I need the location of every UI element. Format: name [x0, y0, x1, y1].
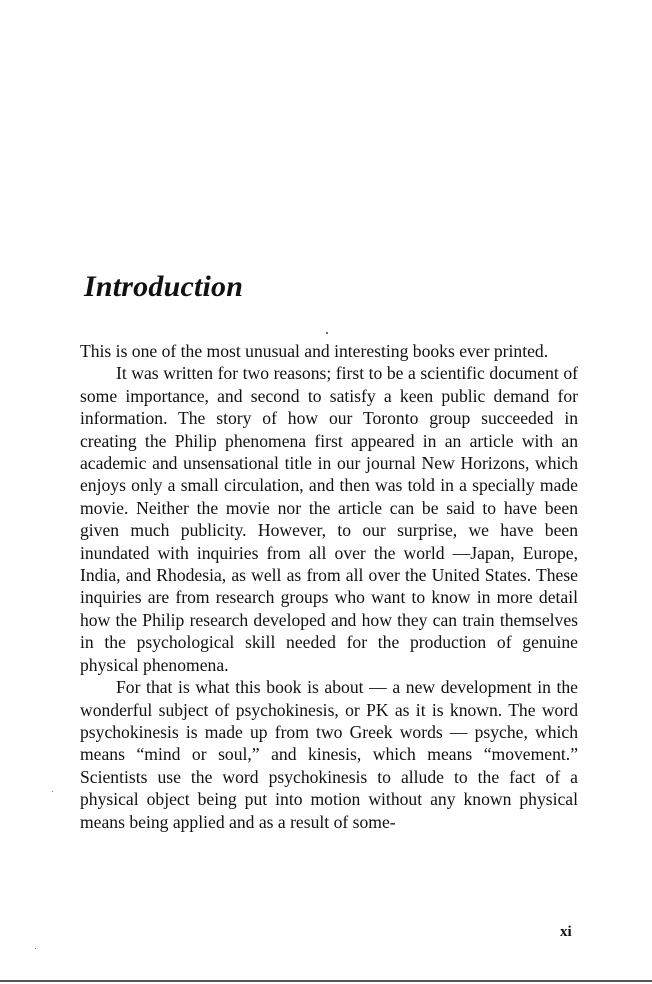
- scan-speck: [35, 948, 36, 949]
- chapter-title: Introduction: [84, 270, 244, 303]
- scan-speck: [52, 791, 53, 792]
- page-bottom-edge: [0, 980, 652, 982]
- body-text: [80, 340, 578, 833]
- paragraph-2: It was written for two reasons; first to be a scientific document of some importance, and second to satisfy a keen public demand for information. The story of how our Toronto group succeeded in creating the Philip phenomena first appeared in an article with an academic and unsensational title in our journal New Horizons, which enjoys only a small circulation, and then was told in a specially made movie. Neither the movie nor the article can be said to have been given much publicity. However, to our surprise, we have been inundated with inquiries from all over the world —Japan, Europe, India, and Rhodesia, as well as from all over the United States. These inquiries are from research groups who want to know in more detail how the Philip research developed and how they can train themselves in the psychological skill needed for the production of genuine physical phenomena.: [80, 363, 578, 675]
- scan-speck: [326, 332, 328, 334]
- paragraph-1: This is one of the most unusual and interesting books ever printed.: [80, 341, 549, 361]
- paragraph-3: For that is what this book is about — a new development in the wonderful subject of psychokinesis, or PK as it is known. The word psychokinesis is made up from two Greek words — psyche, which means “mind or soul,” and kinesis, which means “movement.” Scientists use the word psychokinesis to allude to the fact of a physical object being put into motion without any known physical means being applied and as a result of some-: [80, 677, 578, 832]
- page-number: xi: [560, 924, 572, 940]
